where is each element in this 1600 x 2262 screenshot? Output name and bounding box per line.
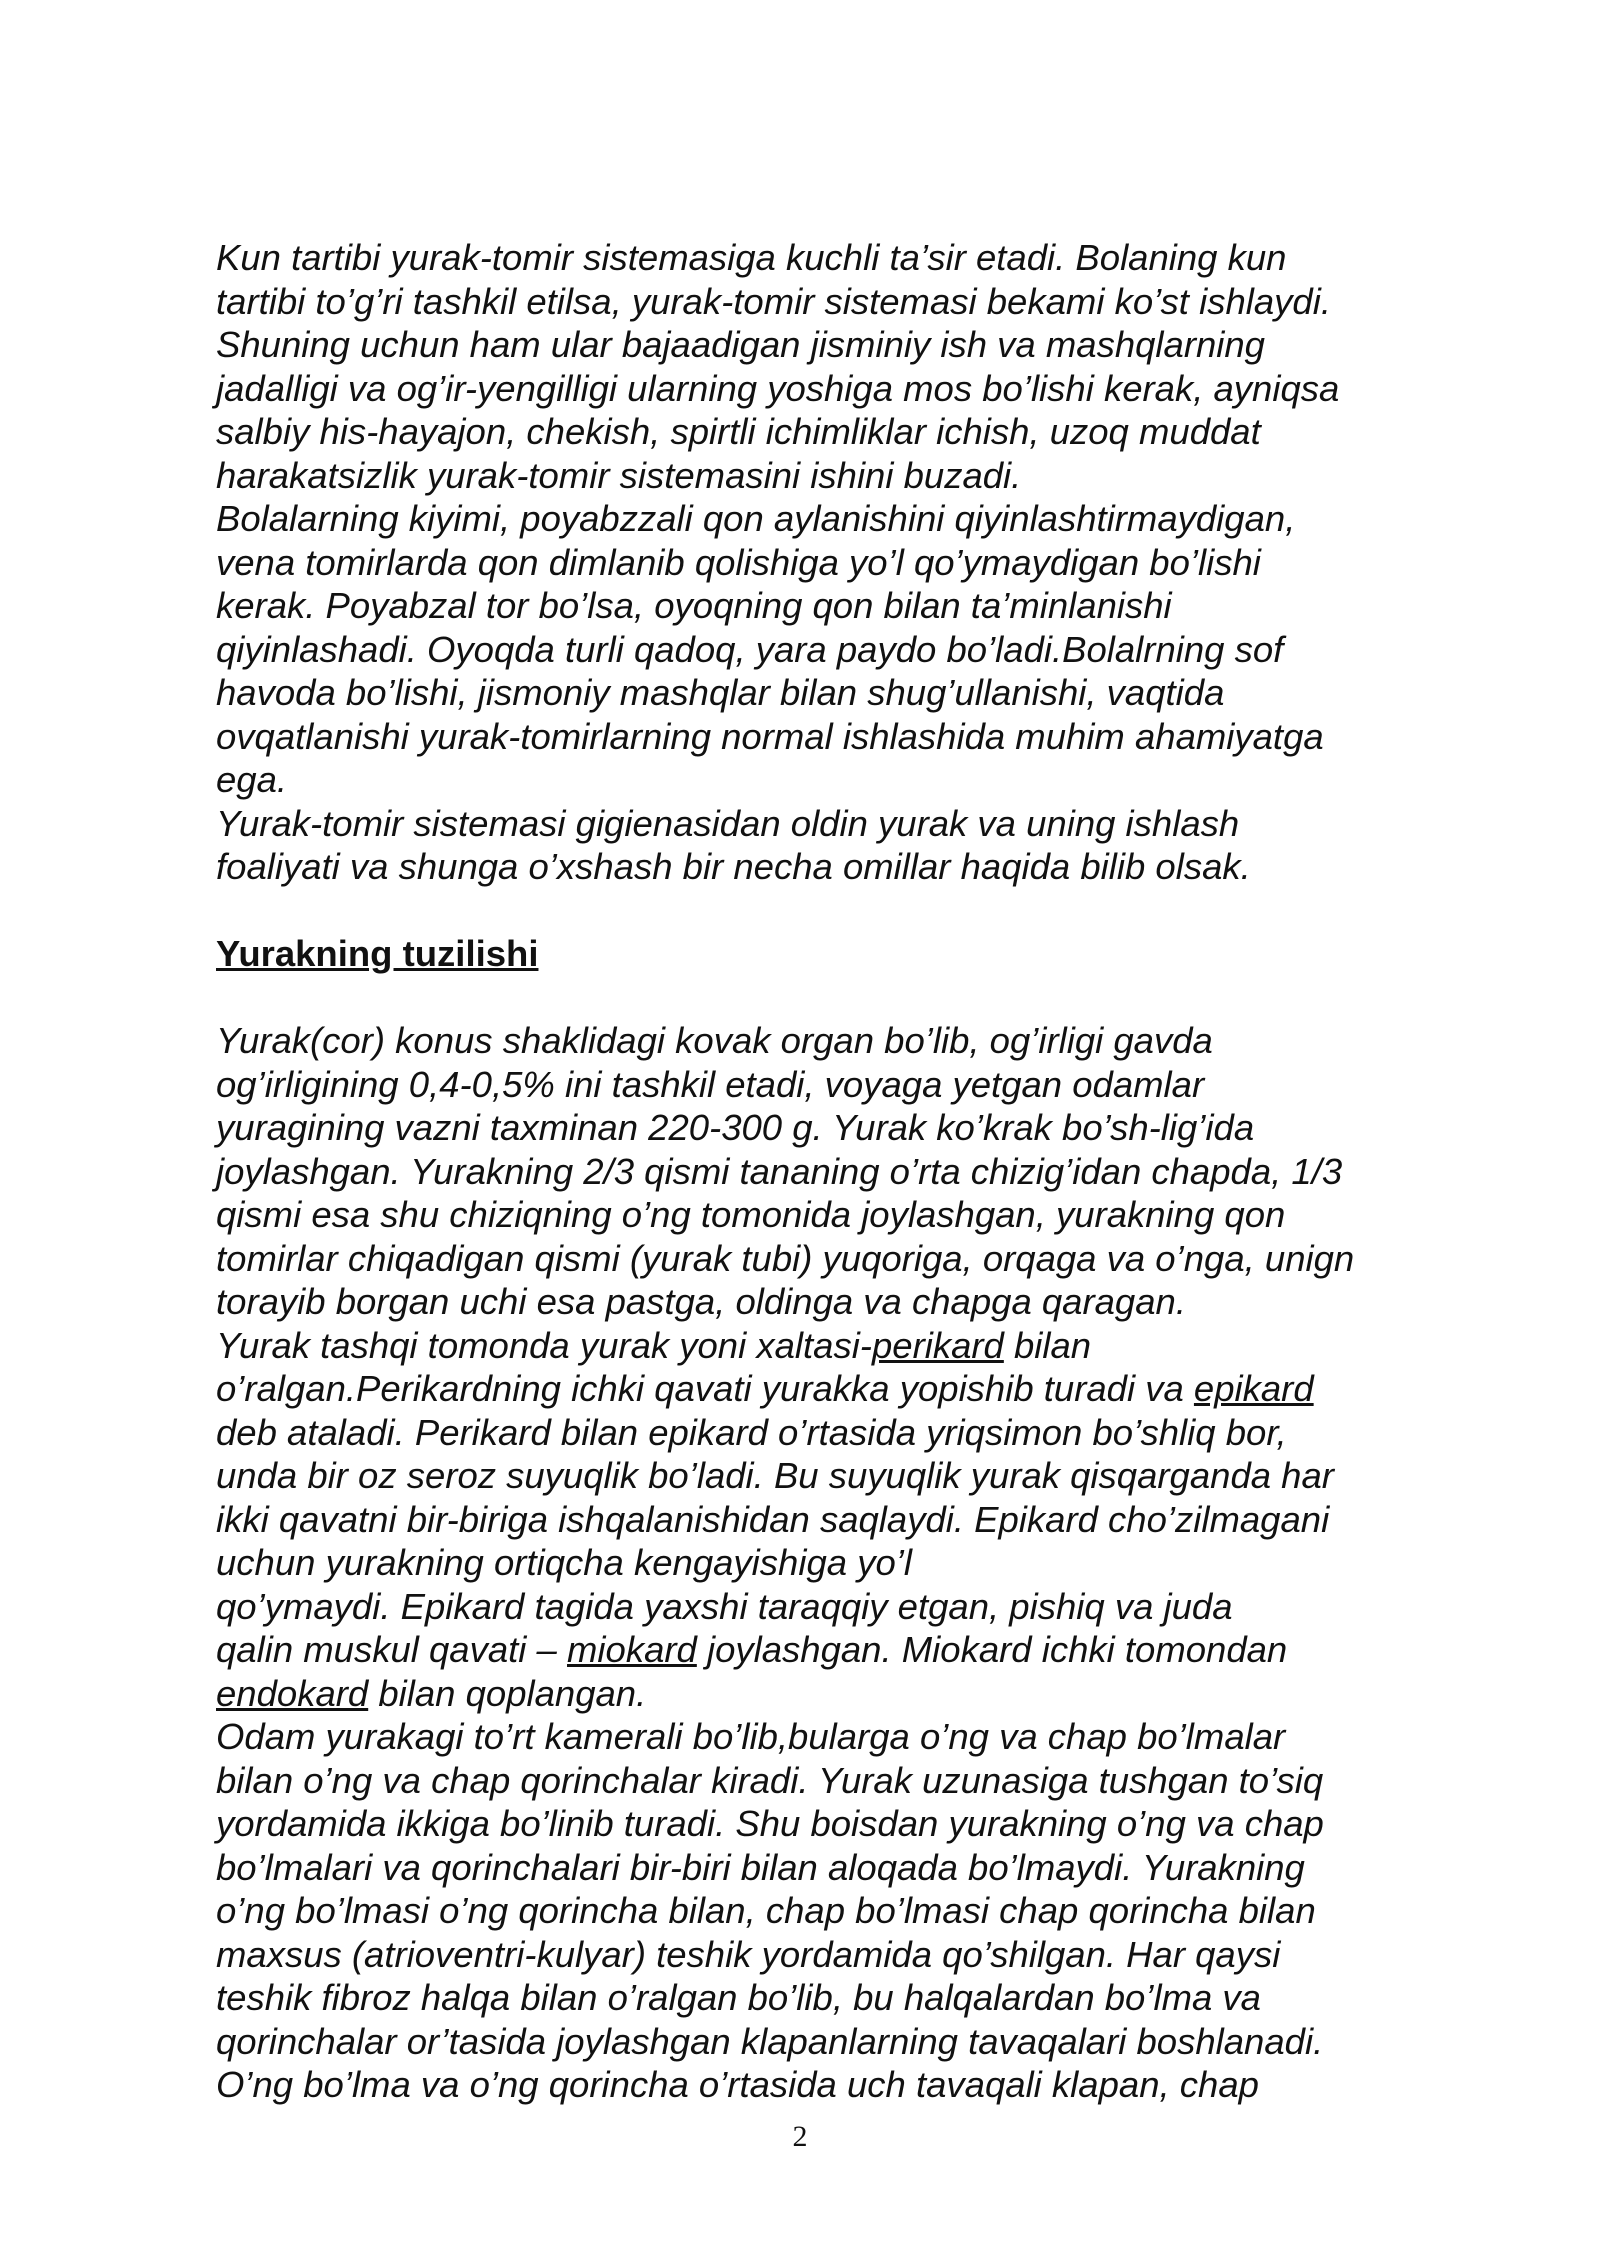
- text-run: bilan qoplangan.: [368, 1672, 647, 1714]
- text-line: [216, 1324, 1416, 1368]
- text-line: qo’ymaydi. Epikard tagida yaxshi taraqqiy etgan, pishiq va juda: [216, 1585, 1233, 1627]
- text-line: joylashgan. Yurakning 2/3 qismi tananing o’rta chizig’idan chapda, 1/3: [216, 1150, 1343, 1192]
- section-heading: Yurakning tuzilishi: [216, 933, 539, 974]
- text-line: Kun tartibi yurak-tomir sistemasiga kuchli ta’sir etadi. Bolaning kun: [216, 237, 1287, 278]
- text-line: qorinchalar or’tasida joylashgan klapanlarning tavaqalari boshlanadi.: [216, 2020, 1324, 2062]
- text-line: o’ng bo’lmasi o’ng qorincha bilan, chap bo’lmasi chap qorincha bilan: [216, 1890, 1316, 1931]
- text-line: torayib borgan uchi esa pastga, oldinga va chapga qaragan.: [216, 1281, 1186, 1322]
- text-line: uchun yurakning ortiqcha kengayishiga yo’l: [216, 1542, 912, 1583]
- text-line: Odam yurakagi to’rt kamerali bo’lib,bularga o’ng va chap bo’lmalar: [216, 1716, 1286, 1757]
- text-line: unda bir oz seroz suyuqlik bo’ladi. Bu suyuqlik yurak qisqarganda har: [216, 1455, 1334, 1496]
- text-line: Bolalarning kiyimi, poyabzzali qon aylanishini qiyinlashtirmaydigan,: [216, 498, 1296, 539]
- text-line: Yurak-tomir sistemasi gigienasidan oldin yurak va uning ishlash: [216, 802, 1240, 844]
- text-line: vena tomirlarda qon dimlanib qolishiga yo’l qo’ymaydigan bo’lishi: [216, 541, 1261, 583]
- text-line: ega.: [216, 759, 288, 800]
- text-line: jadalligi va og’ir-yengilligi ularning yoshiga mos bo’lishi kerak, ayniqsa: [216, 367, 1340, 409]
- text-line: havoda bo’lishi, jismoniy mashqlar bilan shug’ullanishi, vaqtida: [216, 672, 1225, 713]
- text-line: salbiy his-hayajon, chekish, spirtli ichimliklar ichish, uzoq muddat: [216, 411, 1261, 452]
- text-line: O’ng bo’lma va o’ng qorincha o’rtasida uch tavaqali klapan, chap: [216, 2064, 1259, 2105]
- text-line: tomirlar chiqadigan qismi (yurak tubi) yuqoriga, orqaga va o’nga, unign: [216, 1237, 1355, 1279]
- text-line: Shuning uchun ham ular bajaadigan jisminiy ish va mashqlarning: [216, 324, 1265, 365]
- text-line: [216, 1672, 1416, 1716]
- text-run: o’ralgan.Perikardning ichki qavati yurakka yopishib turadi va: [216, 1368, 1194, 1409]
- text-line: foaliyati va shunga o’xshash bir necha omillar haqida bilib olsak.: [216, 846, 1251, 887]
- term-epikard: epikard: [1193, 1368, 1314, 1409]
- document-body: [216, 236, 1416, 2107]
- text-run: qalin muskul qavati –: [216, 1629, 567, 1670]
- text-line: ovqatlanishi yurak-tomirlarning normal ishlashida muhim ahamiyatga: [216, 715, 1324, 757]
- term-miokard: miokard: [567, 1629, 697, 1670]
- blank-line: [216, 976, 1416, 1020]
- text-line: qismi esa shu chiziqning o’ng tomonida joylashgan, yurakning qon: [216, 1194, 1286, 1235]
- text-line: harakatsizlik yurak-tomir sistemasini ishini buzadi.: [216, 454, 1022, 496]
- text-line: bo’lmalari va qorinchalari bir-biri bilan aloqada bo’lmaydi. Yurakning: [216, 1846, 1305, 1888]
- text-line: og’irligining 0,4-0,5% ini tashkil etadi, voyaga yetgan odamlar: [216, 1063, 1205, 1105]
- text-run: bilan: [1003, 1324, 1092, 1366]
- text-line: tartibi to’g’ri tashkil etilsa, yurak-tomir sistemasi bekami ko’st ishlaydi.: [216, 280, 1331, 322]
- text-line: teshik fibroz halqa bilan o’ralgan bo’lib, bu halqalardan bo’lma va: [216, 1977, 1261, 2018]
- text-line: [216, 1628, 1416, 1672]
- text-line: maxsus (atrioventri-kulyar) teshik yordamida qo’shilgan. Har qaysi: [216, 1933, 1281, 1975]
- text-run: Yurak tashqi tomonda yurak yoni xaltasi-: [216, 1324, 872, 1366]
- text-line: Yurak(cor) konus shaklidagi kovak organ bo’lib, og’irligi gavda: [216, 1020, 1213, 1061]
- text-line: yuragining vazni taxminan 220-300 g. Yurak ko’krak bo’sh-lig’ida: [216, 1107, 1255, 1148]
- text-line: deb ataladi. Perikard bilan epikard o’rtasida yriqsimon bo’shliq bor,: [216, 1411, 1287, 1453]
- term-endokard: endokard: [216, 1672, 369, 1714]
- text-line: kerak. Poyabzal tor bo’lsa, oyoqning qon bilan ta’minlanishi: [216, 585, 1172, 626]
- text-line: bilan o’ng va chap qorinchalar kiradi. Yurak uzunasiga tushgan to’siq: [216, 1759, 1324, 1801]
- text-line: ikki qavatni bir-biriga ishqalanishidan saqlaydi. Epikard cho’zilmagani: [216, 1498, 1330, 1540]
- text-line: yordamida ikkiga bo’linib turadi. Shu boisdan yurakning o’ng va chap: [216, 1803, 1324, 1844]
- text-line: [216, 1367, 1416, 1411]
- text-line: qiyinlashadi. Oyoqda turli qadoq, yara paydo bo’ladi.Bolalrning sof: [216, 628, 1284, 670]
- term-perikard: perikard: [871, 1324, 1004, 1366]
- page-number: 2: [792, 2120, 808, 2153]
- blank-line: [216, 889, 1416, 933]
- text-run: joylashgan. Miokard ichki tomondan: [696, 1629, 1288, 1670]
